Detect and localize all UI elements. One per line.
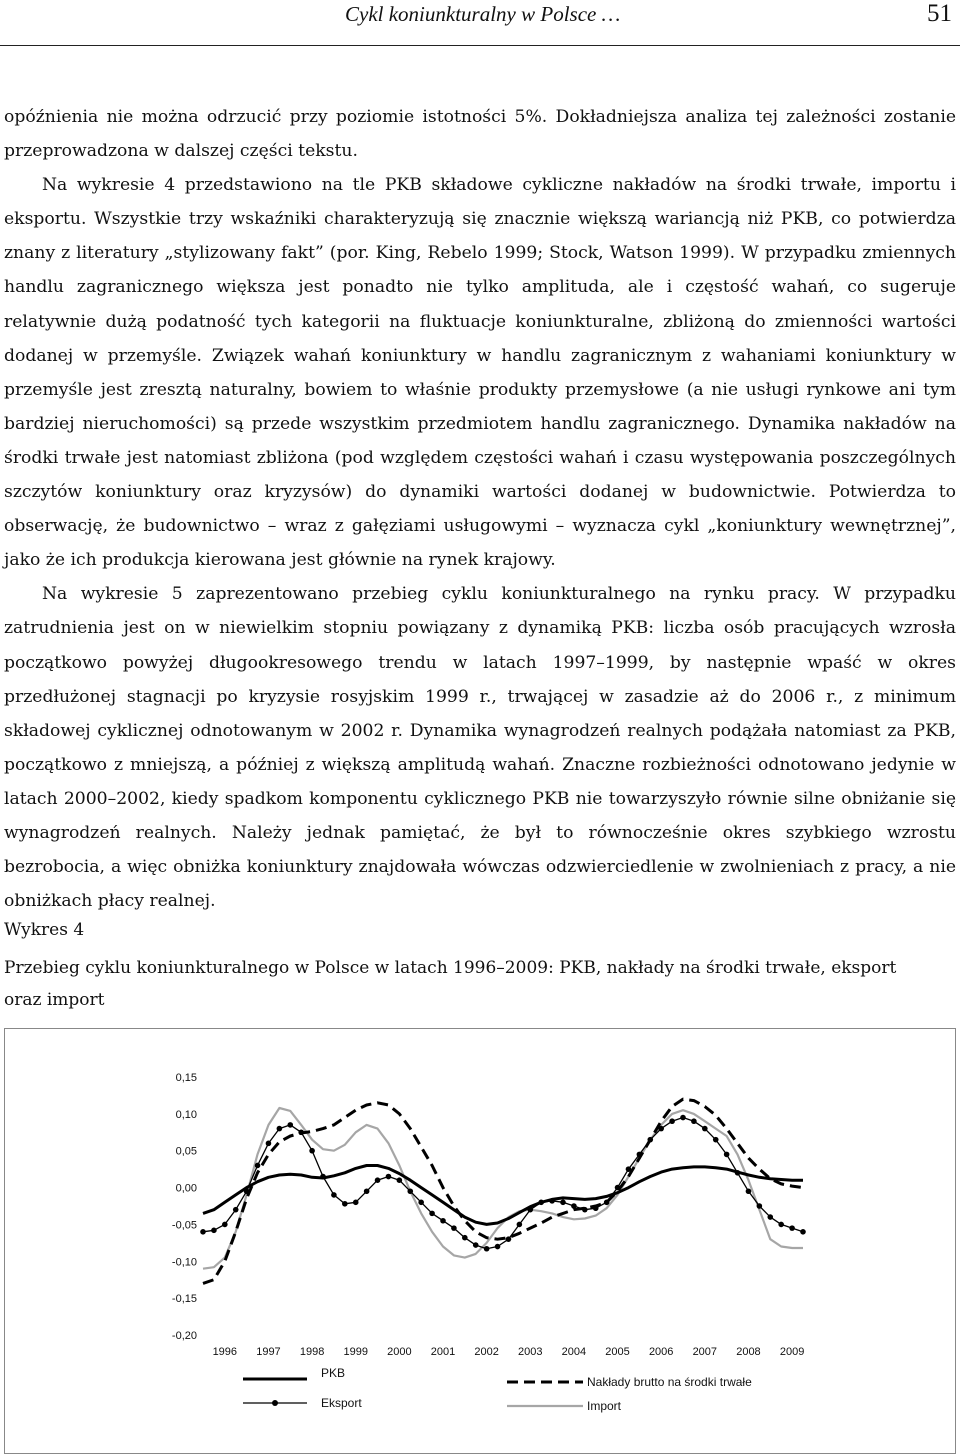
legend-label-1: PKB xyxy=(321,1366,346,1380)
eksport-marker xyxy=(320,1174,326,1180)
eksport-marker xyxy=(593,1205,599,1211)
eksport-marker xyxy=(407,1188,413,1194)
eksport-marker xyxy=(800,1229,806,1235)
figure-label: Wykres 4 xyxy=(4,920,85,940)
eksport-marker xyxy=(702,1126,708,1132)
eksport-marker xyxy=(473,1242,479,1248)
eksport-marker xyxy=(331,1192,337,1198)
legend-label-3: Nakłady brutto na środki trwałe xyxy=(587,1375,752,1389)
x-tick-label: 2008 xyxy=(736,1346,761,1358)
eksport-marker xyxy=(637,1152,643,1158)
x-tick-label: 1998 xyxy=(299,1346,325,1358)
eksport-marker xyxy=(713,1137,719,1143)
business-cycle-chart xyxy=(5,1029,955,1453)
eksport-marker xyxy=(669,1118,675,1124)
eksport-marker xyxy=(233,1207,239,1213)
eksport-marker xyxy=(342,1201,348,1207)
eksport-marker xyxy=(451,1225,457,1231)
eksport-marker xyxy=(724,1152,730,1158)
eksport-marker xyxy=(222,1222,228,1228)
x-tick-label: 2003 xyxy=(518,1346,543,1358)
eksport-marker xyxy=(418,1200,424,1206)
eksport-marker xyxy=(538,1200,544,1206)
running-title: Cykl koniunkturalny w Polsce … xyxy=(345,2,621,26)
x-tick-label: 2000 xyxy=(387,1346,412,1358)
x-tick-label: 1996 xyxy=(212,1346,238,1358)
x-tick-label: 1997 xyxy=(256,1346,281,1358)
y-tick-label: 0,00 xyxy=(175,1182,197,1195)
eksport-marker xyxy=(484,1246,490,1252)
eksport-marker xyxy=(527,1207,533,1213)
eksport-marker xyxy=(746,1188,752,1194)
eksport-marker xyxy=(211,1228,217,1234)
body-text xyxy=(4,100,956,918)
eksport-marker xyxy=(615,1185,621,1191)
eksport-marker xyxy=(309,1148,315,1154)
page-number: 51 xyxy=(927,0,952,27)
eksport-marker xyxy=(757,1203,763,1209)
eksport-marker xyxy=(429,1211,435,1217)
y-tick-label: 0,15 xyxy=(175,1072,197,1084)
x-tick-label: 2007 xyxy=(692,1346,718,1358)
y-tick-label: 0,10 xyxy=(175,1108,197,1121)
series-line-2 xyxy=(203,1118,803,1249)
legend-label-4: Import xyxy=(587,1399,622,1413)
eksport-marker xyxy=(364,1188,370,1194)
y-tick-label: -0,05 xyxy=(171,1219,197,1232)
eksport-marker xyxy=(778,1222,784,1228)
eksport-marker xyxy=(517,1222,523,1228)
eksport-marker xyxy=(266,1141,272,1147)
series-line-1 xyxy=(203,1166,803,1225)
eksport-marker xyxy=(255,1163,261,1169)
page-header xyxy=(0,0,960,50)
eksport-marker xyxy=(571,1203,577,1209)
eksport-marker xyxy=(298,1129,304,1135)
y-tick-label: -0,20 xyxy=(171,1330,197,1342)
paragraph-2: Na wykresie 4 przedstawiono na tle PKB składowe cykliczne nakładów na środki trwałe, importu i eksportu. Wszystkie trzy wskaźniki charakteryzują się znacznie większą wariancją niż PKB, co potwierdza znany z literatury „stylizowany fakt” (por. King, Rebelo 1999; Stock, Watson 1999). W przypadku zmiennych handlu zagranicznego większa jest ponadto nie tylko amplituda, ale i częstość wahań, co sugeruje relatywnie dużą podatność tych kategorii na fluktuacje koniunkturalne, zbliżoną do zmienności wartości dodanej w przemyśle. Związek wahań koniunktury w handlu zagranicznym z wahaniami koniunktury w przemyśle jest zresztą naturalny, bowiem to właśnie produkty przemysłowe (a nie usługi rynkowe ani tym bardziej nieruchomości) są przede wszystkim przedmiotem handlu zagranicznego. Dynamika nakładów na środki trwałe jest natomiast zbliżona (pod względem częstości wahań i czasu występowania poszczególnych szczytów koniunktury oraz kryzysów) do dynamiki wartości dodanej w budownictwie. Potwierdza to obserwację, że budownictwo – wraz z gałęziami usługowymi – wyznacza cykl „koniunktury wewnętrznej”, jako że ich produkcja kierowana jest głównie na rynek krajowy. xyxy=(4,175,956,571)
figure-caption: Przebieg cyklu koniunkturalnego w Polsce w latach 1996–2009: PKB, nakłady na środki trwałe, eksport oraz import xyxy=(4,958,897,1010)
eksport-marker xyxy=(462,1235,468,1241)
eksport-marker xyxy=(200,1229,206,1235)
x-tick-label: 2009 xyxy=(779,1346,805,1358)
eksport-marker xyxy=(375,1177,381,1183)
eksport-marker xyxy=(277,1126,283,1132)
eksport-marker xyxy=(735,1170,741,1176)
header-rule xyxy=(0,45,960,46)
y-tick-label: -0,15 xyxy=(171,1293,197,1306)
eksport-marker xyxy=(353,1200,359,1206)
eksport-marker xyxy=(287,1122,293,1128)
legend-marker xyxy=(272,1400,278,1406)
eksport-marker xyxy=(626,1166,632,1172)
eksport-marker xyxy=(604,1200,610,1206)
x-tick-label: 1999 xyxy=(343,1346,368,1358)
paragraph-3: Na wykresie 5 zaprezentowano przebieg cyklu koniunkturalnego na rynku pracy. W przypadku zatrudnienia jest on w niewielkim stopniu powiązany z dynamiką PKB: liczba osób pracujących wzrosła początkowo powyżej długookresowego trendu w latach 1997–1999, by następnie wpaść w okres przedłużonej stagnacji po kryzysie rosyjskim 1999 r., trwającej w zasadzie aż do 2006 r., z minimum składowej cyklicznej odnotowanym w 2002 r. Dynamika wynagrodzeń realnych podążała natomiast za PKB, początkowo z mniejszą, a później z większą amplitudą wahań. Znaczne rozbieżności odnotowano jedynie w latach 2000–2002, kiedy spadkom komponentu cyklicznego PKB nie towarzyszyło równie silne obniżanie się wynagrodzeń realnych. Należy jednak pamiętać, że był to równocześnie okres szybkiego wzrostu bezrobocia, a więc obniżka koniunktury znajdowała wówczas odzwierciedlenie w zwolnieniach z pracy, a nie obniżkach płacy realnej. xyxy=(4,584,956,912)
eksport-marker xyxy=(549,1198,555,1204)
eksport-marker xyxy=(658,1126,664,1132)
eksport-marker xyxy=(386,1174,392,1180)
eksport-marker xyxy=(244,1188,250,1194)
eksport-marker xyxy=(440,1218,446,1224)
eksport-marker xyxy=(789,1225,795,1231)
eksport-marker xyxy=(582,1207,588,1213)
chart-frame xyxy=(4,1028,956,1454)
x-tick-label: 2004 xyxy=(561,1346,587,1358)
x-tick-label: 2001 xyxy=(430,1346,456,1358)
eksport-marker xyxy=(691,1118,697,1124)
paragraph-1: opóźnienia nie można odrzucić przy poziomie istotności 5%. Dokładniejsza analiza tej zależności zostanie przeprowadzona w dalszej części tekstu. xyxy=(4,107,956,162)
x-tick-label: 2002 xyxy=(474,1346,499,1358)
eksport-marker xyxy=(495,1244,501,1250)
x-tick-label: 2006 xyxy=(648,1346,674,1358)
eksport-marker xyxy=(560,1200,566,1206)
eksport-marker xyxy=(647,1137,653,1143)
legend-label-2: Eksport xyxy=(321,1396,362,1410)
eksport-marker xyxy=(506,1236,512,1242)
y-tick-label: 0,05 xyxy=(175,1145,197,1158)
eksport-marker xyxy=(680,1115,686,1121)
eksport-marker xyxy=(767,1214,773,1220)
x-tick-label: 2005 xyxy=(605,1346,630,1358)
y-tick-label: -0,10 xyxy=(171,1256,197,1269)
eksport-marker xyxy=(397,1177,403,1183)
series-line-4 xyxy=(203,1108,803,1269)
